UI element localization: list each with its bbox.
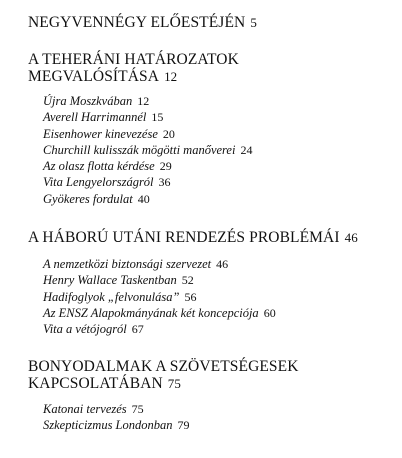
section-page-number: 12 — [164, 69, 178, 84]
toc-entry — [43, 289, 276, 305]
section-title-line: BONYODALMAK A SZÖVETSÉGESEK — [28, 358, 299, 375]
section-page-number: 5 — [250, 15, 257, 30]
entry-title: Gyökeres fordulat — [43, 191, 133, 206]
entry-title: Vita Lengyelországról — [43, 175, 154, 190]
toc-entry — [43, 272, 276, 288]
entry-title: Vita a vétójogról — [43, 322, 127, 337]
entry-page-number: 36 — [158, 175, 171, 190]
section-title-line: A HÁBORÚ UTÁNI RENDEZÉS PROBLÉMÁI — [28, 229, 340, 246]
section-heading — [28, 375, 181, 392]
entry-page-number: 24 — [240, 142, 253, 157]
entry-page-number: 12 — [137, 94, 150, 108]
entry-list — [43, 401, 190, 434]
entry-title: Katonai tervezés — [43, 402, 127, 416]
section-title-line: MEGVALÓSÍTÁSA — [28, 68, 160, 85]
entry-title: Szkepticizmus Londonban — [43, 418, 173, 433]
entry-title: Újra Moszkvában — [43, 94, 133, 108]
entry-title: Az olasz flotta kérdése — [43, 159, 155, 174]
toc-entry — [43, 158, 252, 174]
entry-page-number: 79 — [177, 418, 190, 433]
entry-title: Hadifoglyok „felvonulása” — [43, 289, 180, 304]
entry-list — [43, 93, 252, 207]
section-heading — [28, 14, 257, 31]
entry-page-number: 60 — [263, 305, 276, 320]
entry-page-number: 56 — [184, 289, 197, 304]
section-page-number: 46 — [344, 230, 358, 245]
section-heading — [28, 51, 239, 68]
entry-title: Churchill kulisszák mögötti manőverei — [43, 142, 236, 157]
entry-page-number: 15 — [151, 110, 164, 125]
section-page-number: 75 — [167, 376, 181, 391]
entry-page-number: 40 — [137, 191, 150, 206]
entry-page-number: 20 — [162, 126, 175, 141]
entry-list — [43, 256, 276, 337]
section-heading — [28, 358, 299, 375]
toc-entry — [43, 256, 276, 272]
toc-entry — [43, 401, 190, 417]
entry-page-number: 46 — [216, 257, 229, 271]
toc-entry — [43, 93, 252, 109]
toc-entry — [43, 174, 252, 190]
entry-title: Eisenhower kinevezése — [43, 126, 158, 141]
section-title-line: KAPCSOLATÁBAN — [28, 375, 163, 392]
section-title-line: NEGYVENNÉGY ELŐESTÉJÉN — [28, 14, 246, 31]
toc-entry — [43, 142, 252, 158]
toc-entry — [43, 126, 252, 142]
entry-page-number: 67 — [131, 322, 144, 337]
entry-title: A nemzetközi biztonsági szervezet — [43, 257, 212, 271]
entry-title: Az ENSZ Alapokmányának két koncepciója — [43, 305, 259, 320]
entry-page-number: 29 — [159, 159, 172, 174]
section-heading — [28, 229, 358, 246]
toc-entry — [43, 321, 276, 337]
toc-entry — [43, 305, 276, 321]
entry-title: Averell Harrimannél — [43, 110, 147, 125]
entry-page-number: 75 — [131, 402, 144, 416]
toc-entry — [43, 109, 252, 125]
toc-entry — [43, 191, 252, 207]
toc-entry — [43, 417, 190, 433]
section-title-line: A TEHERÁNI HATÁROZATOK — [28, 51, 239, 68]
entry-title: Henry Wallace Taskentban — [43, 273, 177, 288]
section-heading — [28, 68, 177, 85]
entry-page-number: 52 — [181, 273, 194, 288]
